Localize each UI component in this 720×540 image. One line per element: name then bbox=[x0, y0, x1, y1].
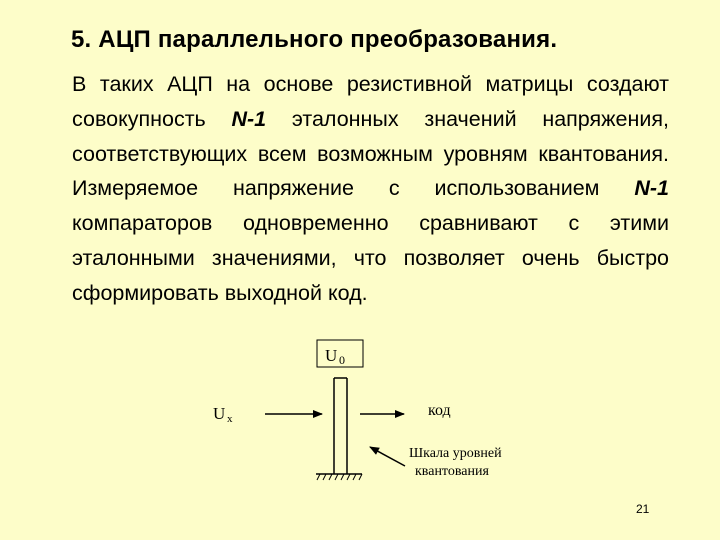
output-code-label: код bbox=[428, 402, 451, 419]
output-code bbox=[360, 402, 451, 419]
scale-label-line2: квантования bbox=[415, 464, 489, 479]
scale-label-line1: Шкала уровней bbox=[409, 446, 502, 461]
paragraph-text-3: компараторов одновременно сравнивают с этими эталонными значениями, что позволяет очень быстро сформировать выходной код. bbox=[72, 211, 669, 305]
emphasis-n-minus-1-second: N-1 bbox=[634, 176, 669, 201]
input-voltage-label: U bbox=[213, 404, 226, 423]
input-voltage-subscript: x bbox=[227, 413, 233, 425]
reference-voltage-label: U bbox=[325, 346, 338, 365]
paragraph-text-1: В таких АЦП на основе резистивной матрицы создают совокупность bbox=[72, 72, 669, 131]
resistor-ladder-bar bbox=[334, 378, 347, 474]
slide-title: 5. АЦП параллельного преобразования. bbox=[71, 26, 558, 53]
reference-voltage-box bbox=[317, 340, 363, 367]
ground-symbol bbox=[316, 474, 362, 480]
reference-voltage-subscript: 0 bbox=[339, 353, 345, 367]
input-voltage bbox=[213, 404, 322, 425]
emphasis-n-minus-1: N-1 bbox=[231, 106, 267, 131]
paragraph-text-2: эталонных значений напряжения, соответствующих всем возможным уровням квантования. Измеряемое напряжение с использованием bbox=[72, 106, 669, 201]
page-number: 21 bbox=[636, 502, 650, 516]
scale-arrow bbox=[370, 447, 405, 466]
quantization-scale-pointer bbox=[370, 446, 502, 479]
